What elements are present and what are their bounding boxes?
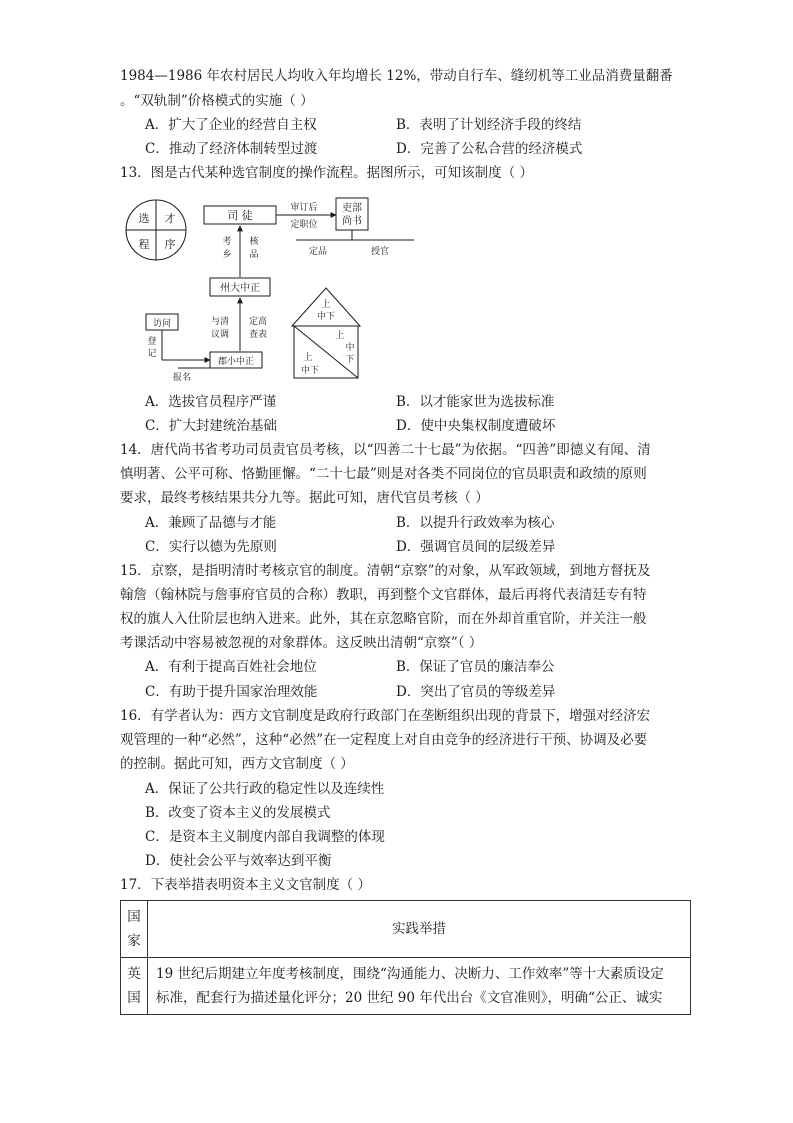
q15-stem-line1: 15．京察，是指明清时考核京官的制度。清朝“京察”的对象，从军政领域，到地方督抚及 bbox=[120, 563, 651, 579]
table-header-row bbox=[121, 901, 691, 958]
q15-stem-line3: 权的旗人入仕阶层也纳入进来。此外，其在京忽略官阶，而在外却首重官阶，并关注一般 bbox=[120, 611, 647, 627]
q15-option-a[interactable]: A．有利于提高百姓社会地位 bbox=[145, 659, 317, 675]
shouguan-label: 授官 bbox=[370, 247, 390, 257]
header-country-1: 国 bbox=[127, 909, 141, 925]
q17-stem: 17．下表举措表明资本主义文官制度（ ） bbox=[120, 877, 371, 893]
q16-stem-line3: 的控制。据此可知，西方文官制度（ ） bbox=[120, 756, 354, 772]
q12-option-a[interactable]: A．扩大了企业的经营自主权 bbox=[145, 117, 317, 133]
hepin-2: 品 bbox=[249, 250, 259, 260]
q16-option-b[interactable]: B．改变了资本主义的发展模式 bbox=[145, 805, 331, 821]
row-practice-cell bbox=[148, 958, 691, 1015]
q13-diagram bbox=[118, 190, 418, 385]
q12-stem-line2: 。“双轨制”价格模式的实施（ ） bbox=[120, 93, 314, 109]
kaoxiang-1: 考 bbox=[222, 237, 232, 247]
circle-char-3: 程 bbox=[138, 238, 150, 251]
hepin-1: 核 bbox=[249, 237, 259, 247]
q15-option-c[interactable]: C．有助于提升国家治理效能 bbox=[145, 684, 318, 700]
selection-circle bbox=[126, 200, 186, 260]
dengji-2: 记 bbox=[147, 349, 157, 359]
q16-stem-line2: 观管理的一种“必然”，这种“必然”在一定程度上对自由竞争的经济进行干预、协调及必要 bbox=[120, 732, 648, 748]
q17-table bbox=[120, 900, 691, 1015]
table-row bbox=[121, 958, 691, 1015]
q16-option-c[interactable]: C．是资本主义制度内部自我调整的体现 bbox=[145, 829, 385, 845]
right-xia: 下 bbox=[345, 355, 355, 365]
q15-stem-line4: 考课活动中容易被忽视的对象群体。这反映出清朝“京察”（ ） bbox=[120, 635, 483, 651]
situ-label: 司 徒 bbox=[227, 209, 253, 222]
q12-option-c[interactable]: C．推动了经济体制转型过渡 bbox=[145, 141, 318, 157]
dingpin-label: 定品 bbox=[308, 247, 328, 257]
dengji-1: 登 bbox=[147, 337, 157, 347]
q13-stem: 13．图是古代某种选官制度的操作流程。据图所示，可知该制度（ ） bbox=[120, 165, 533, 181]
q14-stem-line3: 要求，最终考核结果共分九等。据此可知，唐代官员考核（ ） bbox=[120, 490, 489, 506]
left-zhongxia: 中下 bbox=[300, 366, 320, 376]
row-country-2: 国 bbox=[127, 990, 141, 1006]
roof-zhongxia: 中下 bbox=[316, 312, 336, 322]
q14-stem-line1: 14．唐代尚书省考功司员责官员考核，以“四善二十七最”为依据。“四善”即德义有闻、清 bbox=[120, 442, 651, 458]
zhouda-label: 州大中正 bbox=[220, 283, 260, 294]
q14-option-b[interactable]: B．以提升行政效率为核心 bbox=[396, 515, 555, 531]
circle-char-2: 才 bbox=[164, 212, 176, 225]
libu-line2: 尚书 bbox=[342, 216, 362, 227]
q13-option-a[interactable]: A．选拔官员程序严谨 bbox=[145, 394, 277, 410]
q13-option-b[interactable]: B．以才能家世为选拔标准 bbox=[396, 394, 555, 410]
q12-option-b[interactable]: B．表明了计划经济手段的终结 bbox=[396, 117, 582, 133]
fangwen-label: 访问 bbox=[152, 319, 172, 329]
dingshang-1: 定高 bbox=[248, 317, 268, 327]
row-country-cell bbox=[121, 958, 148, 1015]
q16-stem-line1: 16．有学者认为：西方文官制度是政府行政部门在垄断组织出现的背景下，增强对经济宏 bbox=[120, 708, 651, 724]
q16-option-a[interactable]: A．保证了公共行政的稳定性以及连续性 bbox=[145, 781, 385, 797]
q14-option-d[interactable]: D．强调官员间的层级差异 bbox=[396, 539, 556, 555]
q13-option-c[interactable]: C．扩大封建统治基础 bbox=[145, 418, 277, 434]
row-practice-line2: 标准，配套行为描述量化评分；20 世纪 90 年代出台《文官准则》，明确“公正、诚实 bbox=[156, 990, 663, 1006]
left-shang: 上 bbox=[303, 353, 313, 363]
row-country-1: 英 bbox=[127, 966, 141, 982]
q14-stem-line2: 慎明著、公平可称、恪勤匪懈。“二十七最”则是对各类不同岗位的官员职责和政绩的原则 bbox=[120, 466, 647, 482]
arrow-bottom-label: 定职位 bbox=[290, 220, 318, 230]
junxiao-label: 郡小中正 bbox=[217, 357, 255, 367]
q12-option-d[interactable]: D．完善了公私合营的经济模式 bbox=[396, 141, 583, 157]
rank-house-diagram bbox=[292, 288, 360, 378]
roof-shang: 上 bbox=[321, 300, 331, 310]
right-zhong: 中 bbox=[345, 343, 355, 353]
header-country-cell bbox=[121, 901, 148, 958]
dingshang-2: 查表 bbox=[248, 330, 268, 340]
q15-option-b[interactable]: B．保证了官员的廉洁奉公 bbox=[396, 659, 555, 675]
yuqing-2: 议调 bbox=[210, 330, 230, 340]
header-country-2: 家 bbox=[127, 933, 141, 949]
right-shang: 上 bbox=[335, 331, 345, 341]
q14-option-c[interactable]: C．实行以德为先原则 bbox=[145, 539, 277, 555]
circle-char-4: 序 bbox=[164, 238, 176, 251]
kaoxiang-2: 乡 bbox=[222, 250, 232, 260]
q12-stem-line1: 1984—1986 年农村居民人均收入年均增长 12%，带动自行车、缝纫机等工业品消费量翻番 bbox=[120, 68, 673, 84]
header-practice-cell: 实践举措 bbox=[148, 901, 691, 958]
q15-option-d[interactable]: D．突出了官员的等级差异 bbox=[396, 684, 556, 700]
q13-option-d[interactable]: D．使中央集权制度遭破坏 bbox=[396, 418, 556, 434]
q14-option-a[interactable]: A．兼顾了品德与才能 bbox=[145, 515, 277, 531]
circle-char-1: 选 bbox=[138, 212, 150, 225]
row-practice-line1: 19 世纪后期建立年度考核制度，围绕“沟通能力、决断力、工作效率”等十大素质设定 bbox=[156, 966, 664, 982]
arrow-top-label: 审订后 bbox=[290, 203, 318, 213]
yuqing-1: 与清 bbox=[210, 317, 230, 327]
q16-option-d[interactable]: D．使社会公平与效率达到平衡 bbox=[145, 853, 332, 869]
q15-stem-line2: 翰詹（翰林院与詹事府官员的合称）教职，再到整个文官群体，最后再将代表清廷专有特 bbox=[120, 587, 647, 603]
baoming-label: 报名 bbox=[172, 373, 192, 383]
libu-line1: 吏部 bbox=[342, 203, 362, 214]
